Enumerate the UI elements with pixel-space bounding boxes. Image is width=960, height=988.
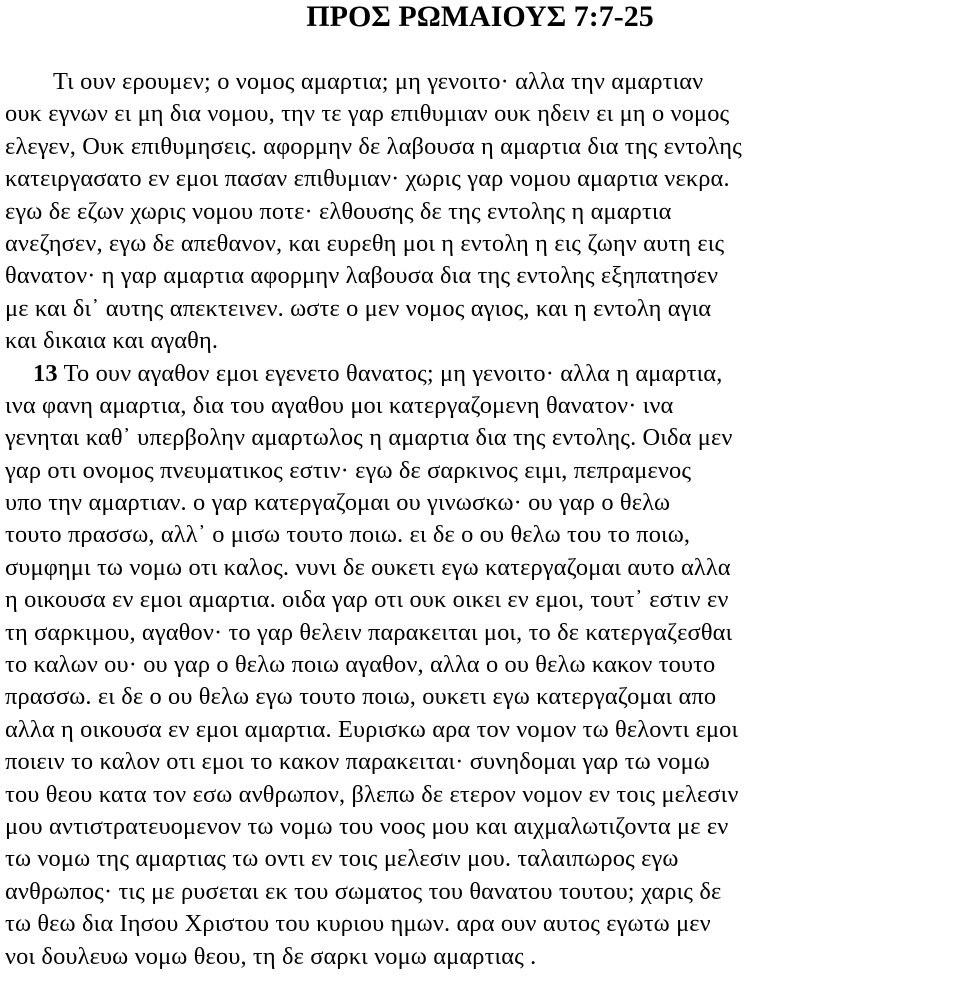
text-line: αλλα η οικουσα εν εμοι αμαρτια. Ευρισκω αρα τον νομον τω θελοντι εμοι	[5, 715, 739, 743]
text-line: ουκ εγνων ει μη δια νομου, την τε γαρ επιθυμιαν ουκ ηδειν ει μη ο νομος	[5, 100, 730, 128]
verse-line	[5, 358, 960, 390]
text-line: τω νομω της αμαρτιας τω οντι εν τοις μελεσιν μου. ταλαιπωρος εγω	[5, 845, 679, 873]
text-line: ποιειν το καλον οτι εμοι το κακον παρακειται· συνηδομαι γαρ τω νομω	[5, 748, 710, 776]
text-line: υπο την αμαρτιαν. ο γαρ κατεργαζομαι ου γινωσκω· ου γαρ ο θελω	[5, 489, 671, 517]
text-line: Το ουν αγαθον εμοι εγενετο θανατος; μη γενοιτο· αλλα η αμαρτια,	[63, 359, 723, 387]
text-line: ανεζησεν, εγω δε απεθανον, και ευρεθη μοι η εντολη η εις ζωην αυτη εις	[5, 229, 725, 257]
text-line: θανατον· η γαρ αμαρτια αφορμην λαβουσα δια της εντολης εξηπατησεν	[5, 262, 719, 290]
text-line: τη σαρκιμου, αγαθον· το γαρ θελειν παρακειται μοι, το δε κατεργαζεσθαι	[5, 618, 733, 646]
text-line: τουτο πρασσω, αλλ᾽ ο μισω τουτο ποιω. ει δε ο ου θελω του το ποιω,	[5, 521, 691, 549]
text-line: του θεου κατα τον εσω ανθρωπον, βλεπω δε ετερον νομον εν τοις μελεσιν	[5, 780, 739, 808]
text-line: η οικουσα εν εμοι αμαρτια. οιδα γαρ οτι ουκ οικει εν εμοι, τουτ᾽ εστιν εν	[5, 586, 729, 614]
text-line: ελεγεν, Ουκ επιθυμησεις. αφορμην δε λαβουσα η αμαρτια δια της εντολης	[5, 132, 742, 160]
text-line: εγω δε εζων χωρις νομου ποτε· ελθουσης δε της εντολης η αμαρτια	[5, 197, 672, 225]
text-line: συμφημι τω νομω οτι καλος. νυνι δε ουκετι εγω κατεργαζομαι αυτο αλλα	[5, 553, 731, 581]
text-line: τω θεω δια Ιησου Χριστου του κυριου ημων. αρα ουν αυτος εγωτω μεν	[5, 910, 711, 938]
verse-number: 13	[33, 359, 58, 387]
text-line: πρασσω. ει δε ο ου θελω εγω τουτο ποιω, ουκετι εγω κατεργαζομαι απο	[5, 683, 717, 711]
text-line: ανθρωπος· τις με ρυσεται εκ του σωματος του θανατου τουτου; χαρις δε	[5, 877, 722, 905]
text-line: και δικαια και αγαθη.	[5, 327, 219, 355]
text-line: γαρ οτι ονομος πνευματικος εστιν· εγω δε σαρκινος ειμι, πεπραμενος	[5, 456, 692, 484]
text-line: γενηται καθ᾽ υπερβολην αμαρτωλος η αμαρτια δια της εντολης. Οιδα μεν	[5, 424, 733, 452]
text-line: Τι ουν ερουμεν; ο νομος αμαρτια; μη γενοιτο· αλλα την αμαρτιαν	[53, 68, 704, 95]
text-line: με και δι᾽ αυτης απεκτεινεν. ωστε ο μεν νομος αγιος, και η εντολη αγια	[5, 294, 712, 322]
text-line: νοι δουλευω νομω θεου, τη δε σαρκι νομω αμαρτιας .	[5, 942, 537, 970]
text-line: κατειργασατο εν εμοι πασαν επιθυμιαν· χωρις γαρ νομου αμαρτια νεκρα.	[5, 165, 730, 193]
page-title: ΠΡΟΣ ΡΩΜΑΙΟΥΣ 7:7-25	[306, 0, 654, 33]
text-line: μου αντιστρατευομενον τω νομω του νοος μου και αιχμαλωτιζοντα με εν	[5, 812, 729, 840]
document-body	[5, 66, 960, 973]
text-line: το καλων ου· ου γαρ ο θελω ποιω αγαθον, αλλα ο ου θελω κακον τουτο	[5, 651, 716, 679]
text-line: ινα φανη αμαρτια, δια του αγαθου μοι κατεργαζομενη θανατον· ινα	[5, 391, 674, 419]
